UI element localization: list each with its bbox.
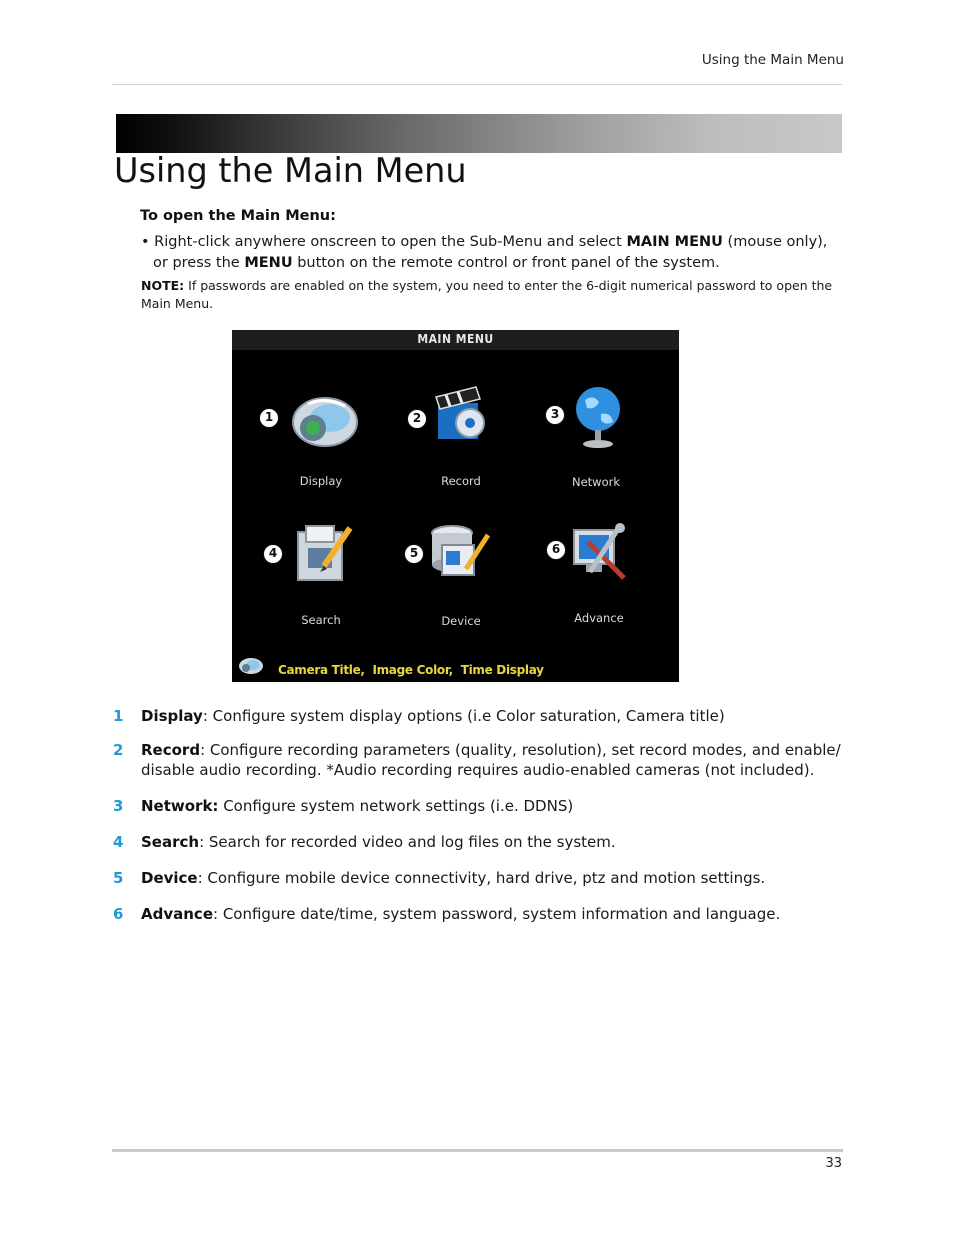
running-header: Using the Main Menu	[701, 52, 844, 68]
callout-1: 1	[259, 408, 279, 428]
display-status-icon	[238, 656, 264, 676]
callout-6: 6	[546, 540, 566, 560]
menu-keyword: MENU	[244, 254, 293, 271]
tile-label-search[interactable]: Search	[301, 613, 341, 627]
item-number: 4	[113, 833, 124, 851]
item-text: : Configure date/time, system password, system information and language.	[213, 905, 781, 923]
item-term: Network:	[141, 797, 219, 815]
bullet-text: (mouse only),	[722, 234, 828, 250]
callout-5: 5	[404, 544, 424, 564]
item-number: 3	[113, 797, 124, 815]
item-number: 5	[113, 869, 124, 887]
footer-divider	[112, 1149, 843, 1152]
subheading: To open the Main Menu:	[140, 208, 336, 224]
bullet-text: • Right-click anywhere onscreen to open the Sub-Menu and select	[141, 234, 627, 250]
record-icon[interactable]	[430, 385, 492, 447]
description-item	[113, 740, 848, 780]
network-globe-icon[interactable]	[573, 384, 623, 450]
callout-2: 2	[407, 409, 427, 429]
item-term: Device	[141, 869, 198, 887]
bullet-text: button on the remote control or front panel of the system.	[292, 254, 720, 271]
tile-label-advance[interactable]: Advance	[574, 611, 624, 625]
item-text: : Configure system display options (i.e Color saturation, Camera title)	[202, 707, 725, 725]
page-title: Using the Main Menu	[114, 151, 467, 190]
instruction-bullet	[141, 232, 846, 273]
main-menu-screenshot	[232, 330, 679, 682]
status-line: Camera Title, Image Color, Time Display	[278, 663, 544, 677]
tile-label-record[interactable]: Record	[441, 474, 481, 488]
display-icon[interactable]	[290, 392, 360, 452]
description-item	[113, 868, 848, 888]
tile-label-display[interactable]: Display	[299, 474, 343, 488]
menu-title: MAIN MENU	[417, 332, 494, 346]
callout-4: 4	[263, 544, 283, 564]
tile-label-network[interactable]: Network	[571, 475, 621, 489]
description-item	[113, 832, 848, 852]
item-number: 2	[113, 741, 124, 759]
device-icon[interactable]	[430, 523, 492, 583]
tile-label-device[interactable]: Device	[441, 614, 481, 628]
item-text: Configure system network settings (i.e. DDNS)	[218, 797, 574, 815]
title-gradient-bar	[116, 114, 842, 153]
item-term: Record	[141, 741, 201, 759]
note-text: If passwords are enabled on the system, you need to enter the 6-digit numerical password to open the Main Menu.	[141, 278, 833, 311]
note-label: NOTE:	[141, 278, 185, 293]
item-term: Advance	[141, 905, 213, 923]
description-item	[113, 706, 848, 726]
header-divider	[112, 84, 842, 85]
item-term: Display	[141, 707, 203, 725]
item-term: Search	[141, 833, 200, 851]
note	[141, 277, 841, 313]
item-text: : Configure recording parameters (quality, resolution), set record modes, and enable/ disable audio recording. *Audio recording requires audio-enabled cameras (not included).	[141, 741, 841, 779]
callout-3: 3	[545, 405, 565, 425]
item-text: : Search for recorded video and log files on the system.	[199, 833, 616, 851]
item-text: : Configure mobile device connectivity, hard drive, ptz and motion settings.	[197, 869, 766, 887]
item-number: 1	[113, 707, 124, 725]
description-item	[113, 904, 848, 924]
main-menu-keyword: MAIN MENU	[626, 234, 723, 250]
description-item	[113, 796, 848, 816]
item-number: 6	[113, 905, 124, 923]
search-icon[interactable]	[294, 522, 354, 582]
advance-icon[interactable]	[570, 522, 630, 582]
bullet-text: or press the	[153, 254, 245, 271]
page-number: 33	[825, 1156, 842, 1171]
